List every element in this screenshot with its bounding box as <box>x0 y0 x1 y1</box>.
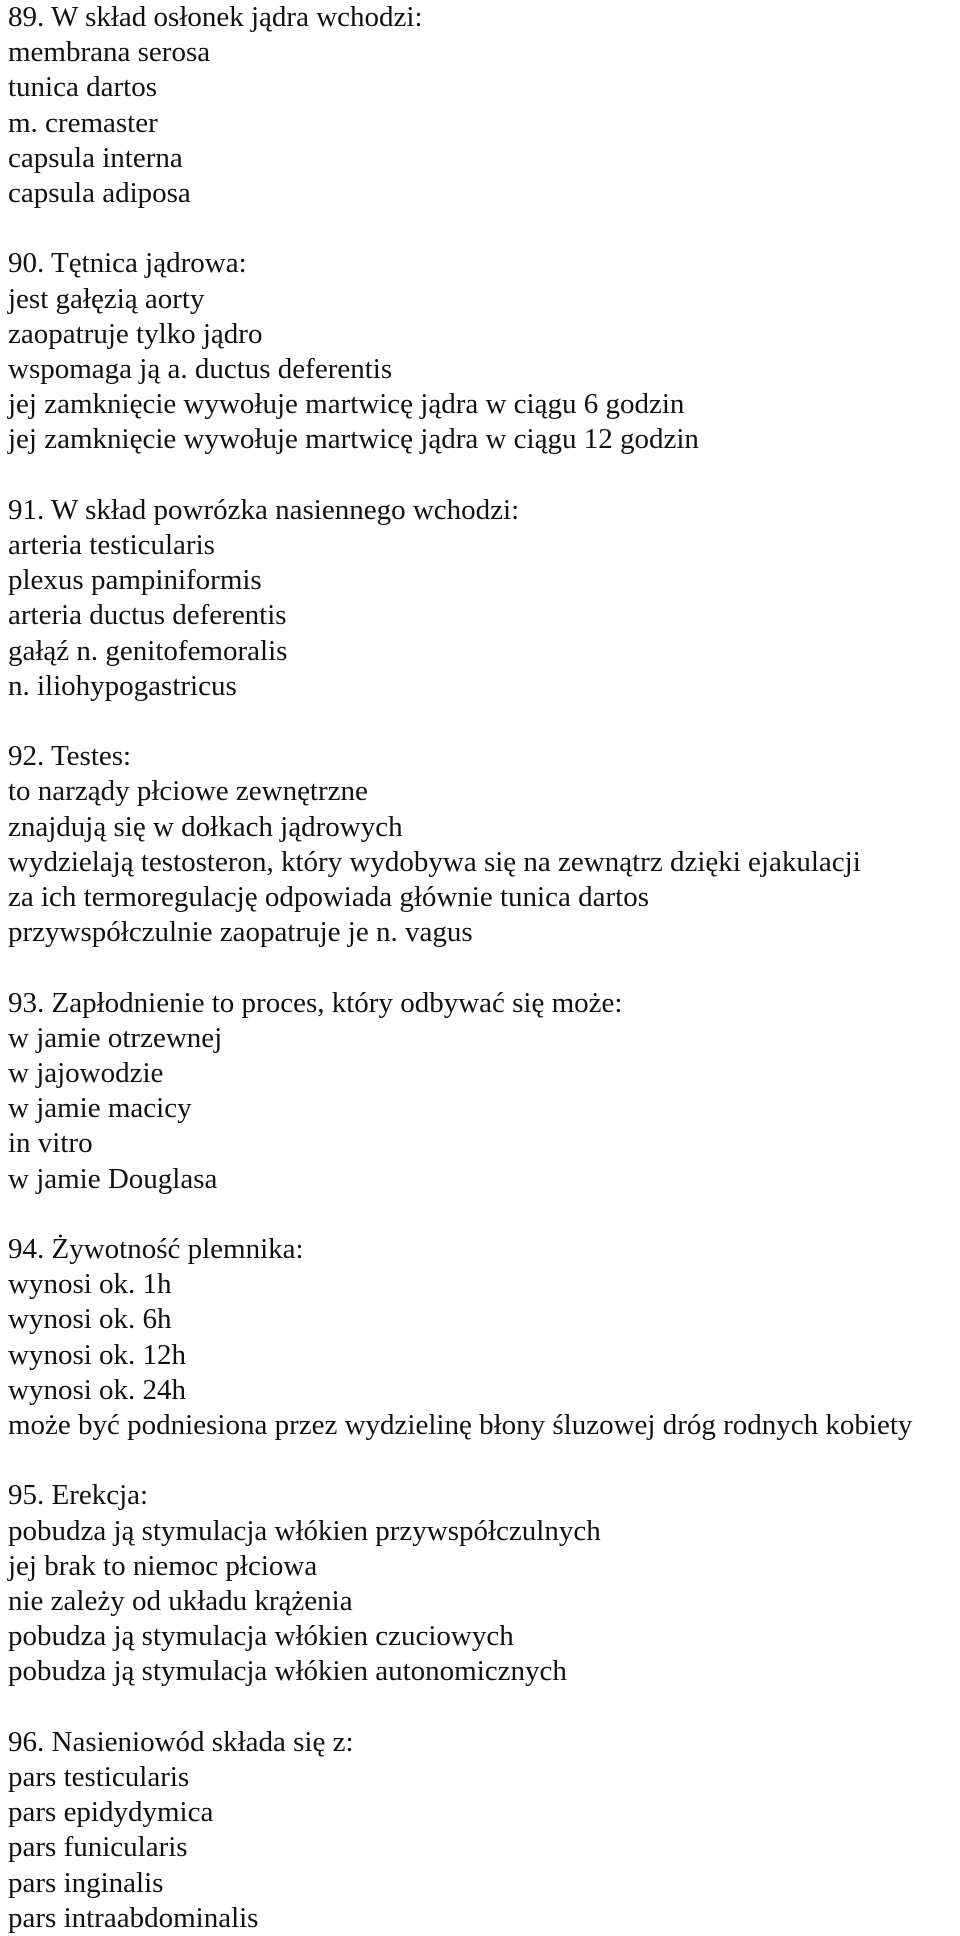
answer-option: pobudza ją stymulacja włókien czuciowych <box>8 1620 514 1653</box>
answer-option: nie zależy od układu krążenia <box>8 1585 353 1618</box>
question-90 <box>8 246 953 457</box>
answer-option: m. cremaster <box>8 106 158 139</box>
question-title: 89. W skład osłonek jądra wchodzi: <box>8 1 423 33</box>
question-89 <box>8 0 953 211</box>
answer-option: pars inginalis <box>8 1866 164 1899</box>
answer-option: in vitro <box>8 1127 93 1160</box>
answer-option: arteria ductus deferentis <box>8 599 287 632</box>
answer-option: capsula adiposa <box>8 177 191 210</box>
answer-option: za ich termoregulację odpowiada głównie tunica dartos <box>8 881 649 914</box>
answer-option: tunica dartos <box>8 71 157 104</box>
question-title: 95. Erekcja: <box>8 1479 149 1512</box>
answer-option: wynosi ok. 6h <box>8 1303 172 1336</box>
answer-option: jej zamknięcie wywołuje martwicę jądra w ciągu 12 godzin <box>8 423 699 456</box>
answer-option: w jamie macicy <box>8 1092 192 1125</box>
question-title: 96. Nasieniowód składa się z: <box>8 1725 354 1758</box>
answer-option: jej brak to niemoc płciowa <box>8 1549 318 1582</box>
answer-option: jej zamknięcie wywołuje martwicę jądra w ciągu 6 godzin <box>8 388 685 421</box>
answer-option: zaopatruje tylko jądro <box>8 317 263 350</box>
answer-option: wydzielają testosteron, który wydobywa się na zewnątrz dzięki ejakulacji <box>8 845 861 878</box>
answer-option: w jamie Douglasa <box>8 1162 218 1195</box>
answer-option: wspomaga ją a. ductus deferentis <box>8 353 393 386</box>
question-91 <box>8 493 953 704</box>
answer-option: to narządy płciowe zewnętrzne <box>8 775 368 808</box>
answer-option: jest gałęzią aorty <box>8 282 205 315</box>
question-title: 91. W skład powrózka nasiennego wchodzi: <box>8 493 520 526</box>
question-title: 94. Żywotność plemnika: <box>8 1233 304 1266</box>
answer-option: pobudza ją stymulacja włókien przywspółczulnych <box>8 1514 601 1547</box>
answer-option: pars funicularis <box>8 1831 188 1864</box>
question-title: 93. Zapłodnienie to proces, który odbywać się może: <box>8 986 623 1019</box>
answer-option: n. iliohypogastricus <box>8 669 237 702</box>
answer-option: wynosi ok. 1h <box>8 1268 172 1301</box>
question-94 <box>8 1232 953 1443</box>
answer-option: capsula interna <box>8 141 183 174</box>
answer-option: pars testicularis <box>8 1761 190 1794</box>
answer-option: pobudza ją stymulacja włókien autonomicznych <box>8 1655 567 1688</box>
document-page <box>8 0 953 1936</box>
answer-option: wynosi ok. 12h <box>8 1338 187 1371</box>
answer-option: w jamie otrzewnej <box>8 1021 223 1054</box>
question-title: 92. Testes: <box>8 740 132 773</box>
question-92 <box>8 739 953 950</box>
question-93 <box>8 986 953 1197</box>
answer-option: wynosi ok. 24h <box>8 1373 187 1406</box>
answer-option: gałąź n. genitofemoralis <box>8 634 288 667</box>
answer-option: znajdują się w dołkach jądrowych <box>8 810 403 843</box>
answer-option: arteria testicularis <box>8 529 215 562</box>
answer-option: przywspółczulnie zaopatruje je n. vagus <box>8 916 473 949</box>
answer-option: pars intraabdominalis <box>8 1901 259 1934</box>
question-95 <box>8 1478 953 1689</box>
answer-option: pars epidydymica <box>8 1796 214 1829</box>
question-title: 90. Tętnica jądrowa: <box>8 247 247 280</box>
answer-option: w jajowodzie <box>8 1057 164 1090</box>
answer-option: membrana serosa <box>8 36 211 69</box>
answer-option: może być podniesiona przez wydzielinę błony śluzowej dróg rodnych kobiety <box>8 1409 913 1442</box>
answer-option: plexus pampiniformis <box>8 564 262 597</box>
question-96 <box>8 1725 953 1936</box>
